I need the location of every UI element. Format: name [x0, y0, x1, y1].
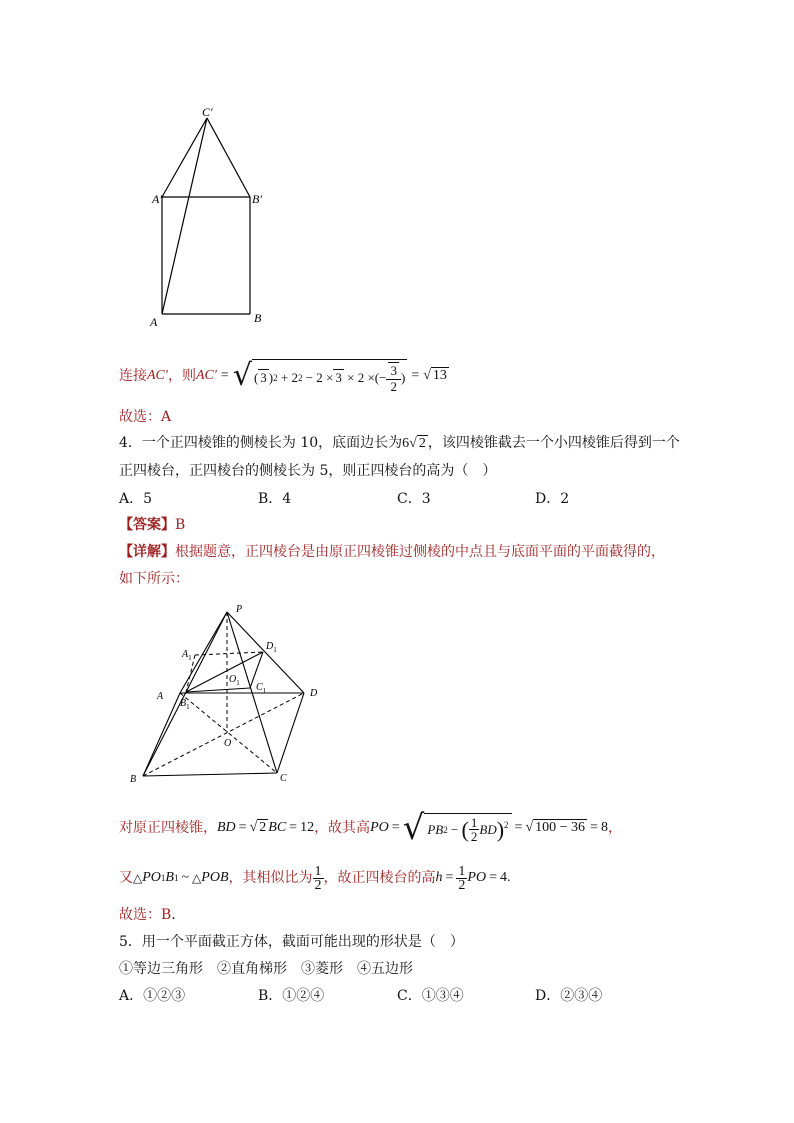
label-p: P	[236, 604, 243, 615]
answer-q4: 故选：B.	[119, 907, 176, 923]
q4-option-c: C．3	[397, 491, 431, 507]
label-o1: $O_1$	[229, 674, 240, 687]
q4-option-d: D．2	[535, 491, 570, 507]
label-a: A	[150, 315, 158, 329]
label-b: B	[130, 774, 137, 785]
q4-option-b: B．4	[258, 491, 292, 507]
calc3-mid: ，其相似比为	[228, 870, 313, 886]
q4-answer-value: B	[175, 517, 186, 533]
q5-stem: 5．用一个平面截正方体，截面可能出现的形状是（ ）	[119, 934, 464, 950]
label-d1: $D_1$	[266, 641, 277, 654]
calc2-sqrt-val: 100 − 36	[535, 820, 586, 835]
calc3-lead: 又	[119, 870, 133, 886]
figure-pyramid-frustum	[125, 600, 335, 790]
q5-shapes: ①等边三角形 ②直角梯形 ③菱形 ④五边形	[119, 961, 413, 977]
q4-option-a: A．5	[119, 491, 153, 507]
calc1-mid: ，则	[167, 368, 196, 384]
calc2-val12: 12	[300, 820, 315, 835]
q4-detail-text: 根据题意，正四棱台是由原正四棱锥过侧棱的中点且与底面平面的平面截得的，	[175, 544, 665, 560]
label-d: D	[310, 688, 318, 699]
q4-edge-rad: 2	[418, 436, 426, 451]
label-b-prime: B′	[252, 192, 262, 206]
label-a-prime: A′	[152, 192, 162, 206]
q4-line1: 4．一个正四棱锥的侧棱长为 10，底面边长为6√ 2 ，该四棱锥截去一个小四棱锥后得到一个	[119, 435, 680, 451]
q5-option-b: B．①②④	[258, 988, 325, 1004]
edge-c-prime-a-prime	[162, 118, 207, 197]
q5-option-a: A．①②③	[119, 988, 186, 1004]
answer-q4-text: 故选：B	[119, 907, 172, 923]
label-b1: $B_1$	[180, 698, 190, 711]
q4-line1-b: ，该四棱锥截去一个小四棱锥后得到一个	[427, 435, 680, 451]
segment-a-c-prime	[162, 118, 207, 314]
calc2-lead: 对原正四棱锥，	[119, 820, 217, 836]
q4-line2: 正四棱台，正四棱台的侧棱长为 5，则正四棱台的高为（ ）	[119, 463, 497, 479]
calc3-val4: 4	[499, 870, 507, 885]
label-b: B	[254, 311, 262, 325]
calc1-radical: √ ( 3 ) 2 + 2 2 − 2 × 3 × 2 ×(− $\frac{3}{2}$ )	[232, 358, 406, 394]
label-c: C	[280, 773, 287, 784]
q4-detail-line2: 如下所示：	[119, 571, 189, 587]
q5-option-c: C．①③④	[397, 988, 464, 1004]
answer-q3: 故选：A	[119, 409, 172, 425]
label-a: A	[157, 691, 164, 702]
q4-line1-a: 4．一个正四棱锥的侧棱长为 10，底面边长为	[119, 435, 403, 451]
label-c1: $C_1$	[256, 682, 267, 695]
calc1-result: 13	[432, 368, 447, 383]
calc1-seg: AC′	[147, 368, 168, 383]
q4-detail-line1	[119, 543, 665, 561]
q4-detail-tag: 【详解】	[119, 544, 175, 560]
label-a1: $A_1$	[182, 649, 192, 662]
edge-c-prime-b-prime	[207, 118, 250, 197]
calc3-mid2: ，故正四棱台的高	[323, 870, 436, 886]
calc2-mid: ，故其高	[314, 820, 371, 836]
calc-ac-prime: 连接 AC′ ，则 AC′ = √ ( 3 ) 2 + 2 2 − 2 × 3 × 2 ×(− $\frac{3}{2}$ ) = √ 13	[119, 358, 447, 394]
calc2-val8: 8	[600, 820, 608, 835]
q4-answer-tag: 【答案】	[119, 517, 175, 533]
calc1-lead: 连接	[119, 368, 147, 384]
calc-po: 对原正四棱锥， BD = √ 2 BC = 12 ，故其高 PO = √ PB 2 − ( $\frac{1}{2}$ BD ) $^2$ = √ 100 − 36 = 8 ，	[119, 808, 622, 848]
label-c-prime: C′	[202, 105, 213, 119]
label-o: O	[224, 738, 232, 749]
calc-similar: 又 △ PO 1 B 1 ~ △ POB ，其相似比为 $\frac{1}{2}$ ，故正四棱台的高 h = $\frac{1}{2}$ PO = 4 .	[119, 863, 511, 893]
figure-square-triangle	[140, 100, 280, 332]
q4-answer	[119, 516, 185, 534]
q4-edge-coef: 6	[402, 436, 410, 451]
q5-option-d: D．②③④	[535, 988, 603, 1004]
calc1-seg2: AC′	[195, 368, 217, 383]
